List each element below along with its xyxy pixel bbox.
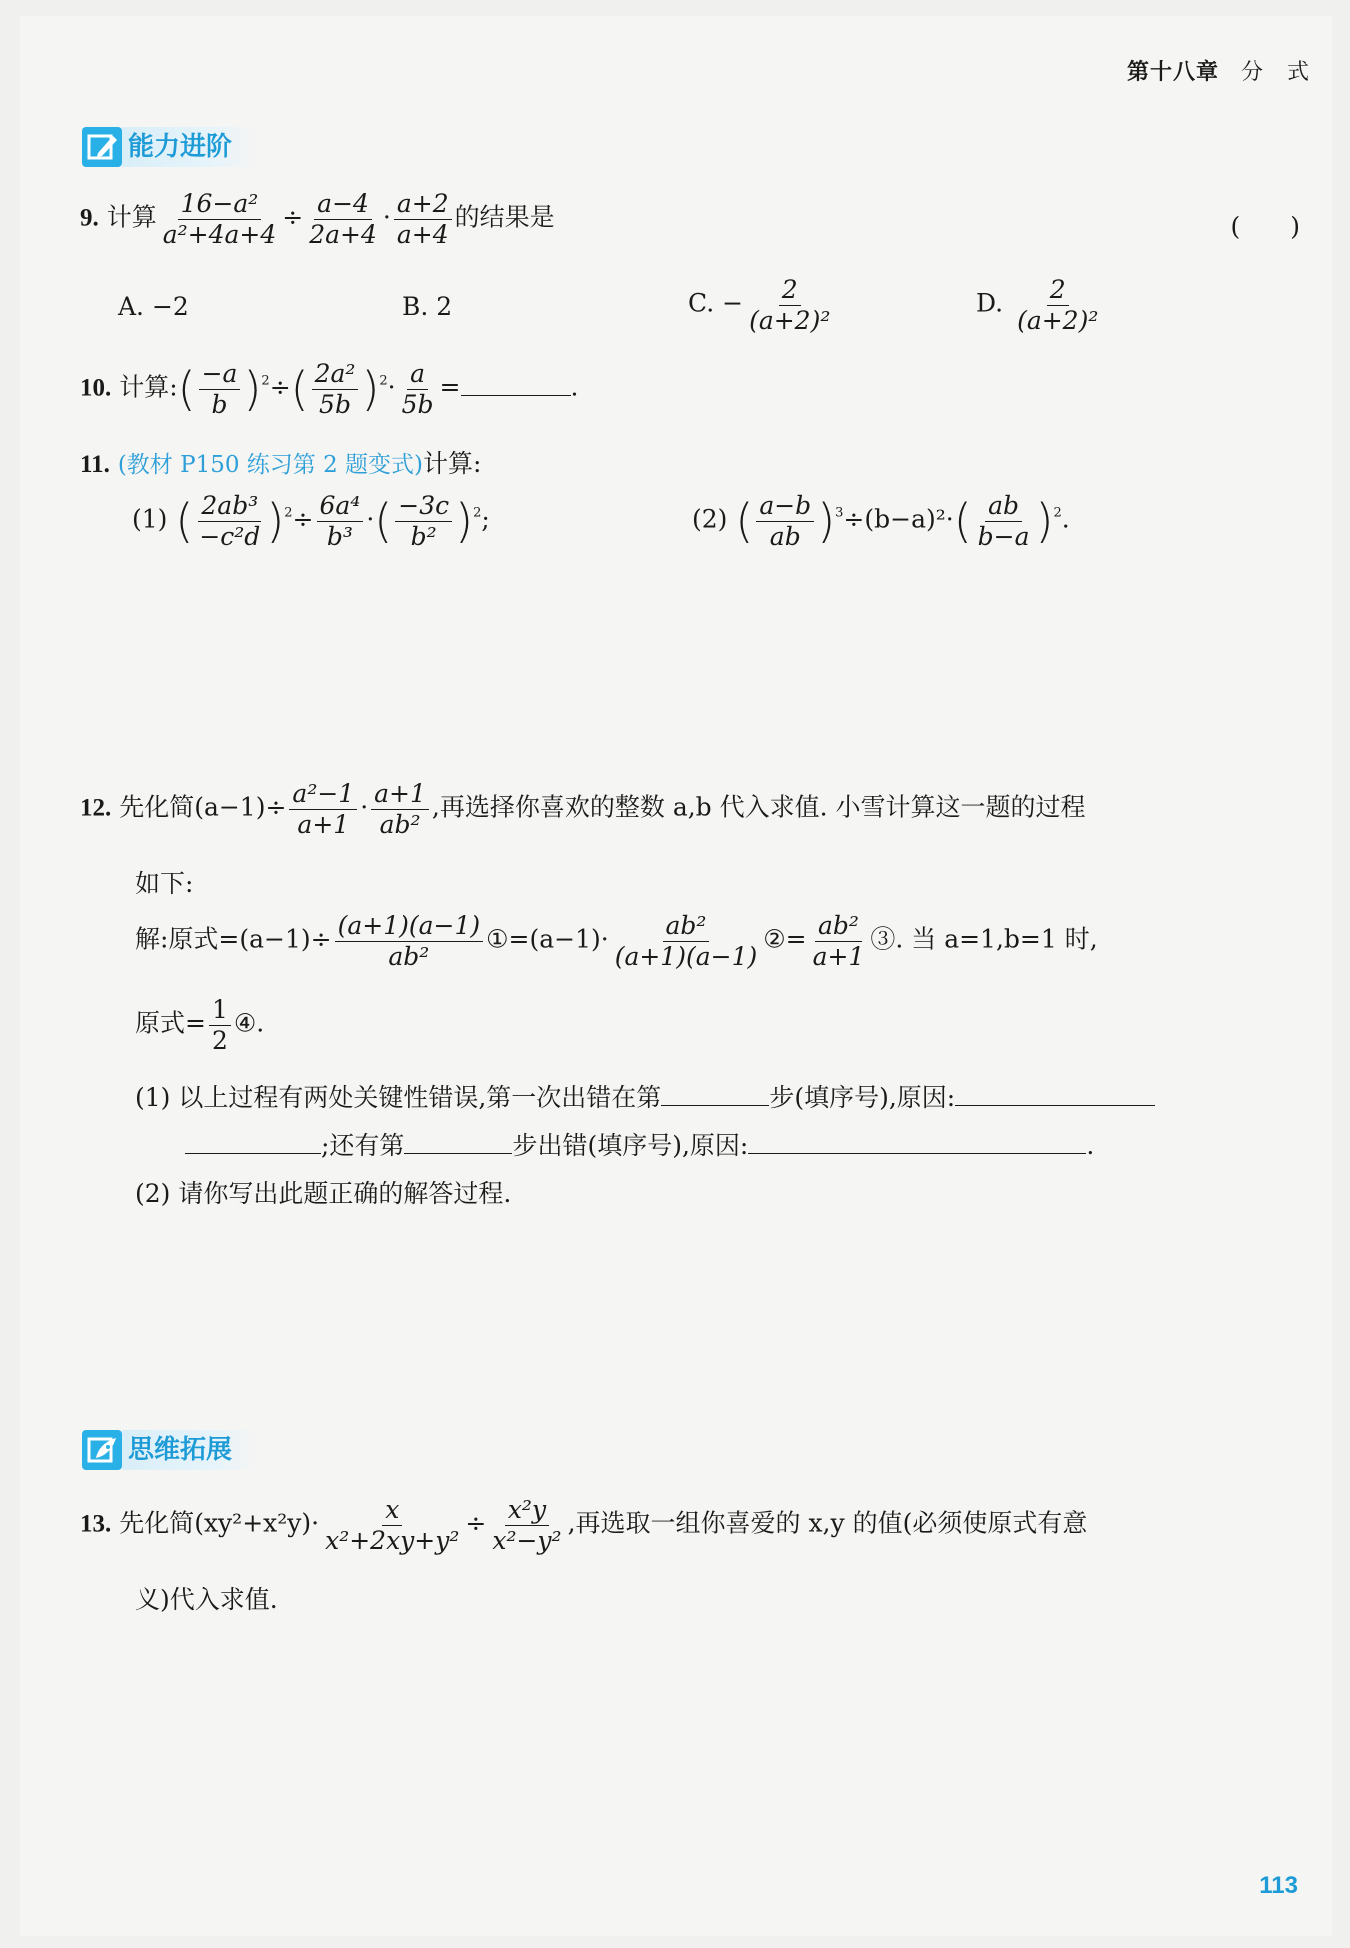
fraction xyxy=(160,190,280,248)
q12-sub2: (2) 请你写出此题正确的解答过程. xyxy=(135,1179,512,1208)
denominator: ab xyxy=(769,521,801,551)
option-d xyxy=(976,276,1104,334)
numerator: a xyxy=(407,360,428,390)
numerator: 2ab³ xyxy=(198,492,261,522)
fraction xyxy=(975,492,1033,550)
denominator: 5b xyxy=(401,389,434,419)
rocket-icon xyxy=(82,1430,122,1470)
fraction xyxy=(289,780,357,838)
question-9 xyxy=(80,190,555,248)
option-label: D. xyxy=(976,288,1004,318)
question-12: 12. 先化简(a−1)÷ $\frac{\text{a²−1}}{a+1}$ · $\frac{a+1}{\text{ab²}}$ ,再选择你喜欢的整数 a,b 代入求值. 小雪计算这一题的过程 xyxy=(80,779,1086,839)
fraction xyxy=(199,360,241,418)
numerator: 6a⁴ xyxy=(317,492,364,522)
fraction xyxy=(395,492,452,550)
fraction xyxy=(1014,276,1101,334)
denominator: a+4 xyxy=(396,219,449,249)
q12-sub1-line2 xyxy=(185,1126,1094,1162)
denominator: ab² xyxy=(379,809,421,839)
denominator: 2 xyxy=(211,1025,228,1055)
numerator: ab² xyxy=(663,912,710,942)
numerator: ab xyxy=(985,492,1022,522)
solution-text: ③. 当 a=1,b=1 时, xyxy=(870,924,1098,954)
denominator: (a+2)² xyxy=(749,305,831,335)
divide-sign: ÷ xyxy=(282,202,304,232)
option-c xyxy=(688,276,836,334)
denominator: x²−y² xyxy=(492,1525,562,1555)
question-number: 12. xyxy=(80,794,112,822)
denominator: b³ xyxy=(326,521,353,551)
fraction xyxy=(810,912,868,970)
numerator: 2a² xyxy=(312,360,359,390)
option-a: A. −2 xyxy=(118,292,189,321)
fraction xyxy=(612,912,761,970)
answer-blank[interactable] xyxy=(661,1083,769,1106)
q12-sub1-line1 xyxy=(135,1078,1155,1114)
solution-text: ②= xyxy=(763,924,807,954)
q12-line2: 如下: xyxy=(135,869,194,898)
expression: ÷(b−a)²· xyxy=(843,504,954,534)
chapter-header xyxy=(1127,55,1310,86)
fraction xyxy=(312,360,359,418)
sub-question-text: 步出错(填序号),原因: xyxy=(512,1131,749,1160)
denominator: b² xyxy=(410,521,437,551)
section-label: 能力进阶 xyxy=(122,127,256,167)
denominator: a+1 xyxy=(812,941,865,971)
numerator: x xyxy=(382,1496,402,1526)
solution-text: ④. xyxy=(233,1008,265,1038)
numerator: a+1 xyxy=(371,780,429,810)
question-10: 10. 计算:( $\frac{-a}{b}$ )$^2$÷( $\frac{\text{2a²}}{5b}$ )$^2$· $\frac{a}{5b}$ = . xyxy=(80,359,579,419)
q11-part-1: (1) ( $\frac{\text{2ab³}}{\text{−c²d}}$ )$^2$÷ $\frac{\text{6a⁴}}{\text{b³}}$ ·( $\frac{-3c}{\text{b²}}$ )$^2$; xyxy=(132,491,490,551)
numerator: x²y xyxy=(505,1496,549,1526)
numerator: −3c xyxy=(395,492,452,522)
answer-blank[interactable] xyxy=(185,1131,321,1154)
sub-question-text: ;还有第 xyxy=(321,1131,405,1160)
section-heading-thinking xyxy=(82,1430,256,1470)
fraction xyxy=(399,360,437,418)
question-11 xyxy=(80,444,481,480)
answer-blank[interactable] xyxy=(955,1083,1155,1106)
fraction xyxy=(317,492,364,550)
q13-line2: 义)代入求值. xyxy=(135,1585,278,1614)
solution-text: 原式= xyxy=(135,1008,206,1038)
option-b: B. 2 xyxy=(402,292,453,321)
period: . xyxy=(570,372,579,402)
q11-suffix: 计算: xyxy=(423,449,482,478)
fraction xyxy=(746,276,833,334)
q13-text: ,再选取一组你喜爱的 x,y 的值(必须使原式有意 xyxy=(567,1508,1088,1538)
answer-parentheses: ( ) xyxy=(1230,212,1300,241)
numerator: a²−1 xyxy=(289,780,357,810)
q9-prefix: 计算 xyxy=(106,202,157,232)
q12-result xyxy=(135,996,264,1054)
denominator: 2a+4 xyxy=(309,219,377,249)
fraction xyxy=(371,780,429,838)
denominator: a²+4a+4 xyxy=(162,219,277,249)
option-label: C. − xyxy=(688,288,744,318)
denominator: x²+2xy+y² xyxy=(325,1525,460,1555)
section-label: 思维拓展 xyxy=(122,1430,256,1470)
numerator: 16−a² xyxy=(178,190,262,220)
multiply-dot: · xyxy=(382,202,391,232)
fraction xyxy=(209,996,231,1054)
page-number: 113 xyxy=(1259,1872,1298,1899)
question-13 xyxy=(80,1496,1087,1554)
solution-text: ①=(a−1)· xyxy=(486,924,609,954)
pencil-icon xyxy=(82,127,122,167)
answer-blank[interactable] xyxy=(748,1131,1086,1154)
fraction xyxy=(489,1496,564,1554)
section-heading-ability xyxy=(82,127,256,167)
fraction xyxy=(196,492,263,550)
denominator: −c²d xyxy=(199,521,261,551)
denominator: ab² xyxy=(388,941,430,971)
divide-sign: ÷ xyxy=(465,1508,487,1538)
q13-text: 先化简(xy²+x²y)· xyxy=(119,1508,320,1538)
period: . xyxy=(1061,504,1070,534)
chapter-title: 分 式 xyxy=(1240,60,1310,85)
fraction xyxy=(756,492,814,550)
denominator: (a+1)(a−1) xyxy=(614,941,758,971)
denominator: b−a xyxy=(977,521,1030,551)
semicolon: ; xyxy=(481,504,490,534)
part-label: (2) xyxy=(692,504,728,534)
q12-text: 先化简(a−1)÷ xyxy=(119,792,287,822)
sub-question-text: 步(填序号),原因: xyxy=(769,1083,956,1112)
q12-solution xyxy=(135,912,1098,970)
page xyxy=(20,16,1332,1936)
numerator: ab² xyxy=(815,912,862,942)
question-number: 11. xyxy=(80,451,110,478)
sub-question-text: (1) 以上过程有两处关键性错误,第一次出错在第 xyxy=(135,1083,662,1112)
denominator: 5b xyxy=(319,389,351,419)
solution-text: 解:原式=(a−1)÷ xyxy=(135,924,332,954)
textbook-source: (教材 P150 练习第 2 题变式) xyxy=(117,452,424,478)
numerator: 2 xyxy=(779,276,801,306)
question-number: 13. xyxy=(80,1510,112,1538)
q9-suffix: 的结果是 xyxy=(454,202,555,232)
numerator: 1 xyxy=(209,996,231,1026)
q11-part-2: (2) ( $\frac{a-b}{ab}$ )$^3$÷(b−a)²·( $\frac{ab}{b-a}$ )$^2$. xyxy=(692,491,1070,551)
numerator: (a+1)(a−1) xyxy=(335,912,484,942)
numerator: a−4 xyxy=(314,190,372,220)
denominator: (a+2)² xyxy=(1017,305,1099,335)
q12-text: ,再选择你喜欢的整数 a,b 代入求值. 小雪计算这一题的过程 xyxy=(431,792,1086,822)
chapter-number: 第十八章 xyxy=(1126,60,1219,85)
denominator: a+1 xyxy=(297,809,350,839)
numerator: a−b xyxy=(756,492,814,522)
question-number: 10. xyxy=(80,374,112,402)
question-number: 9. xyxy=(80,204,99,232)
fraction xyxy=(306,190,380,248)
denominator: b xyxy=(211,389,228,419)
period: . xyxy=(1086,1131,1095,1160)
fraction xyxy=(322,1496,462,1554)
numerator: a+2 xyxy=(394,190,452,220)
answer-blank[interactable] xyxy=(461,373,571,396)
numerator: −a xyxy=(199,360,241,390)
fraction xyxy=(335,912,484,970)
fraction xyxy=(394,190,452,248)
equals-sign: = xyxy=(439,372,461,402)
part-label: (1) xyxy=(132,504,168,534)
answer-blank[interactable] xyxy=(404,1131,512,1154)
numerator: 2 xyxy=(1047,276,1069,306)
q10-prefix: 计算: xyxy=(119,372,178,402)
